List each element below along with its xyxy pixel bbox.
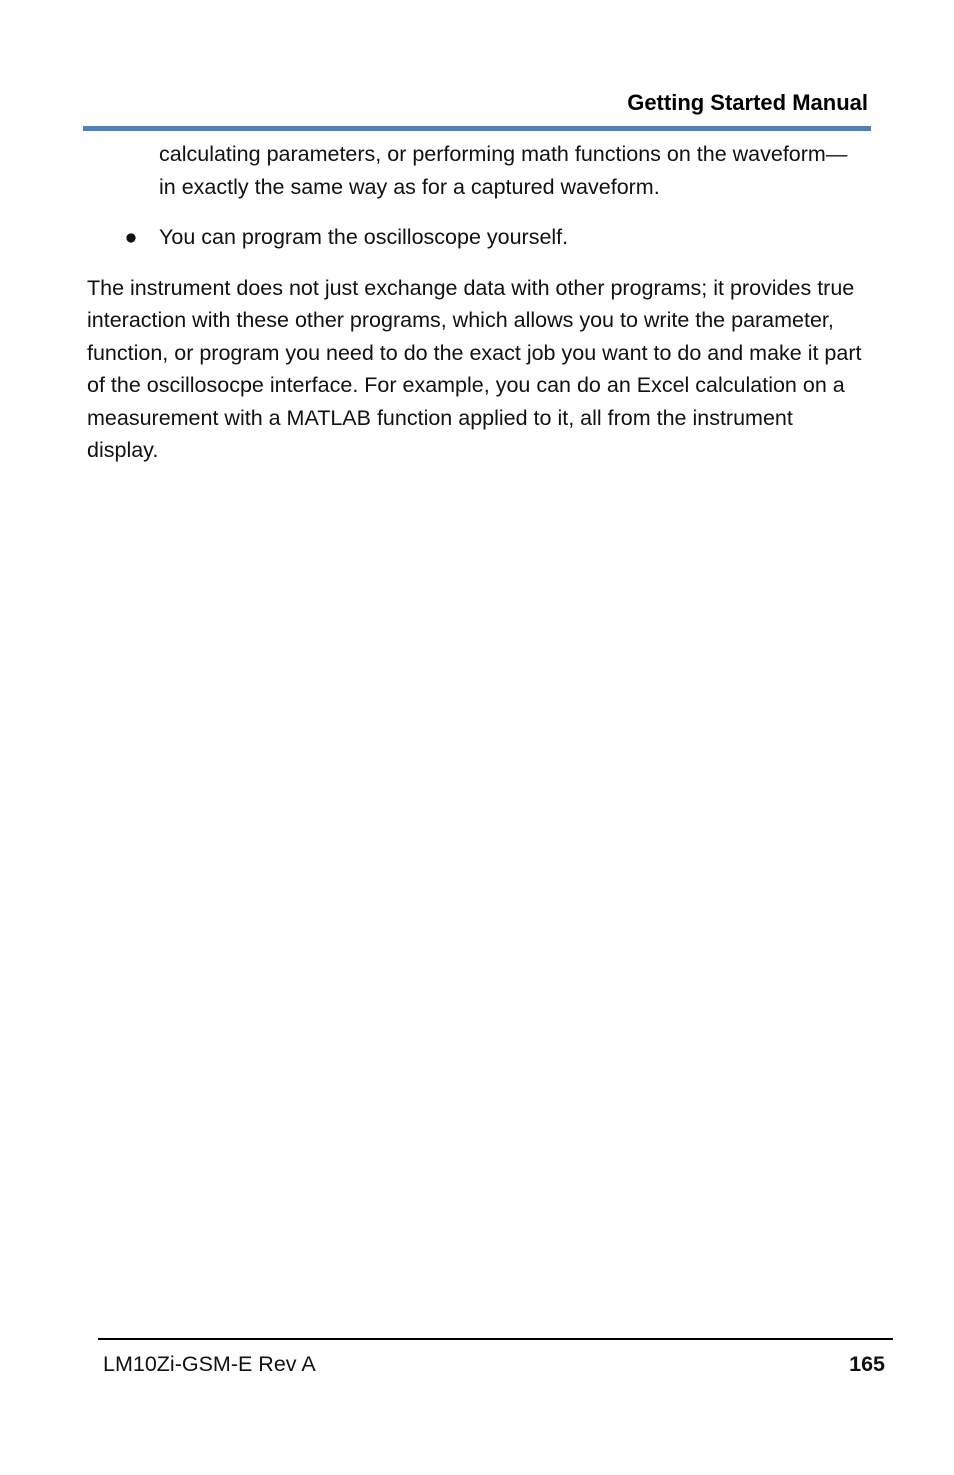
continued-bullet-text: calculating parameters, or performing math functions on the waveform—in exactly the same way as for a captured waveform. [159, 142, 848, 199]
bullet-icon: ● [124, 225, 138, 249]
bullet-item [124, 221, 862, 254]
page-body [87, 138, 862, 467]
footer-page-number: 165 [849, 1352, 885, 1376]
page-header-title: Getting Started Manual [627, 90, 868, 115]
body-paragraph: The instrument does not just exchange data with other programs; it provides true interaction with these other programs, which allows you to write the parameter, function, or program you need to do the exact job you want to do and make it part of the oscillosocpe interface. For example, you can do an Excel calculation on a measurement with a MATLAB function applied to it, all from the instrument display. [87, 275, 862, 462]
footer-divider [98, 1338, 893, 1340]
footer-doc-id: LM10Zi-GSM-E Rev A [103, 1352, 316, 1376]
header-divider [83, 126, 871, 131]
bullet-text: You can program the oscilloscope yourself. [159, 225, 569, 249]
